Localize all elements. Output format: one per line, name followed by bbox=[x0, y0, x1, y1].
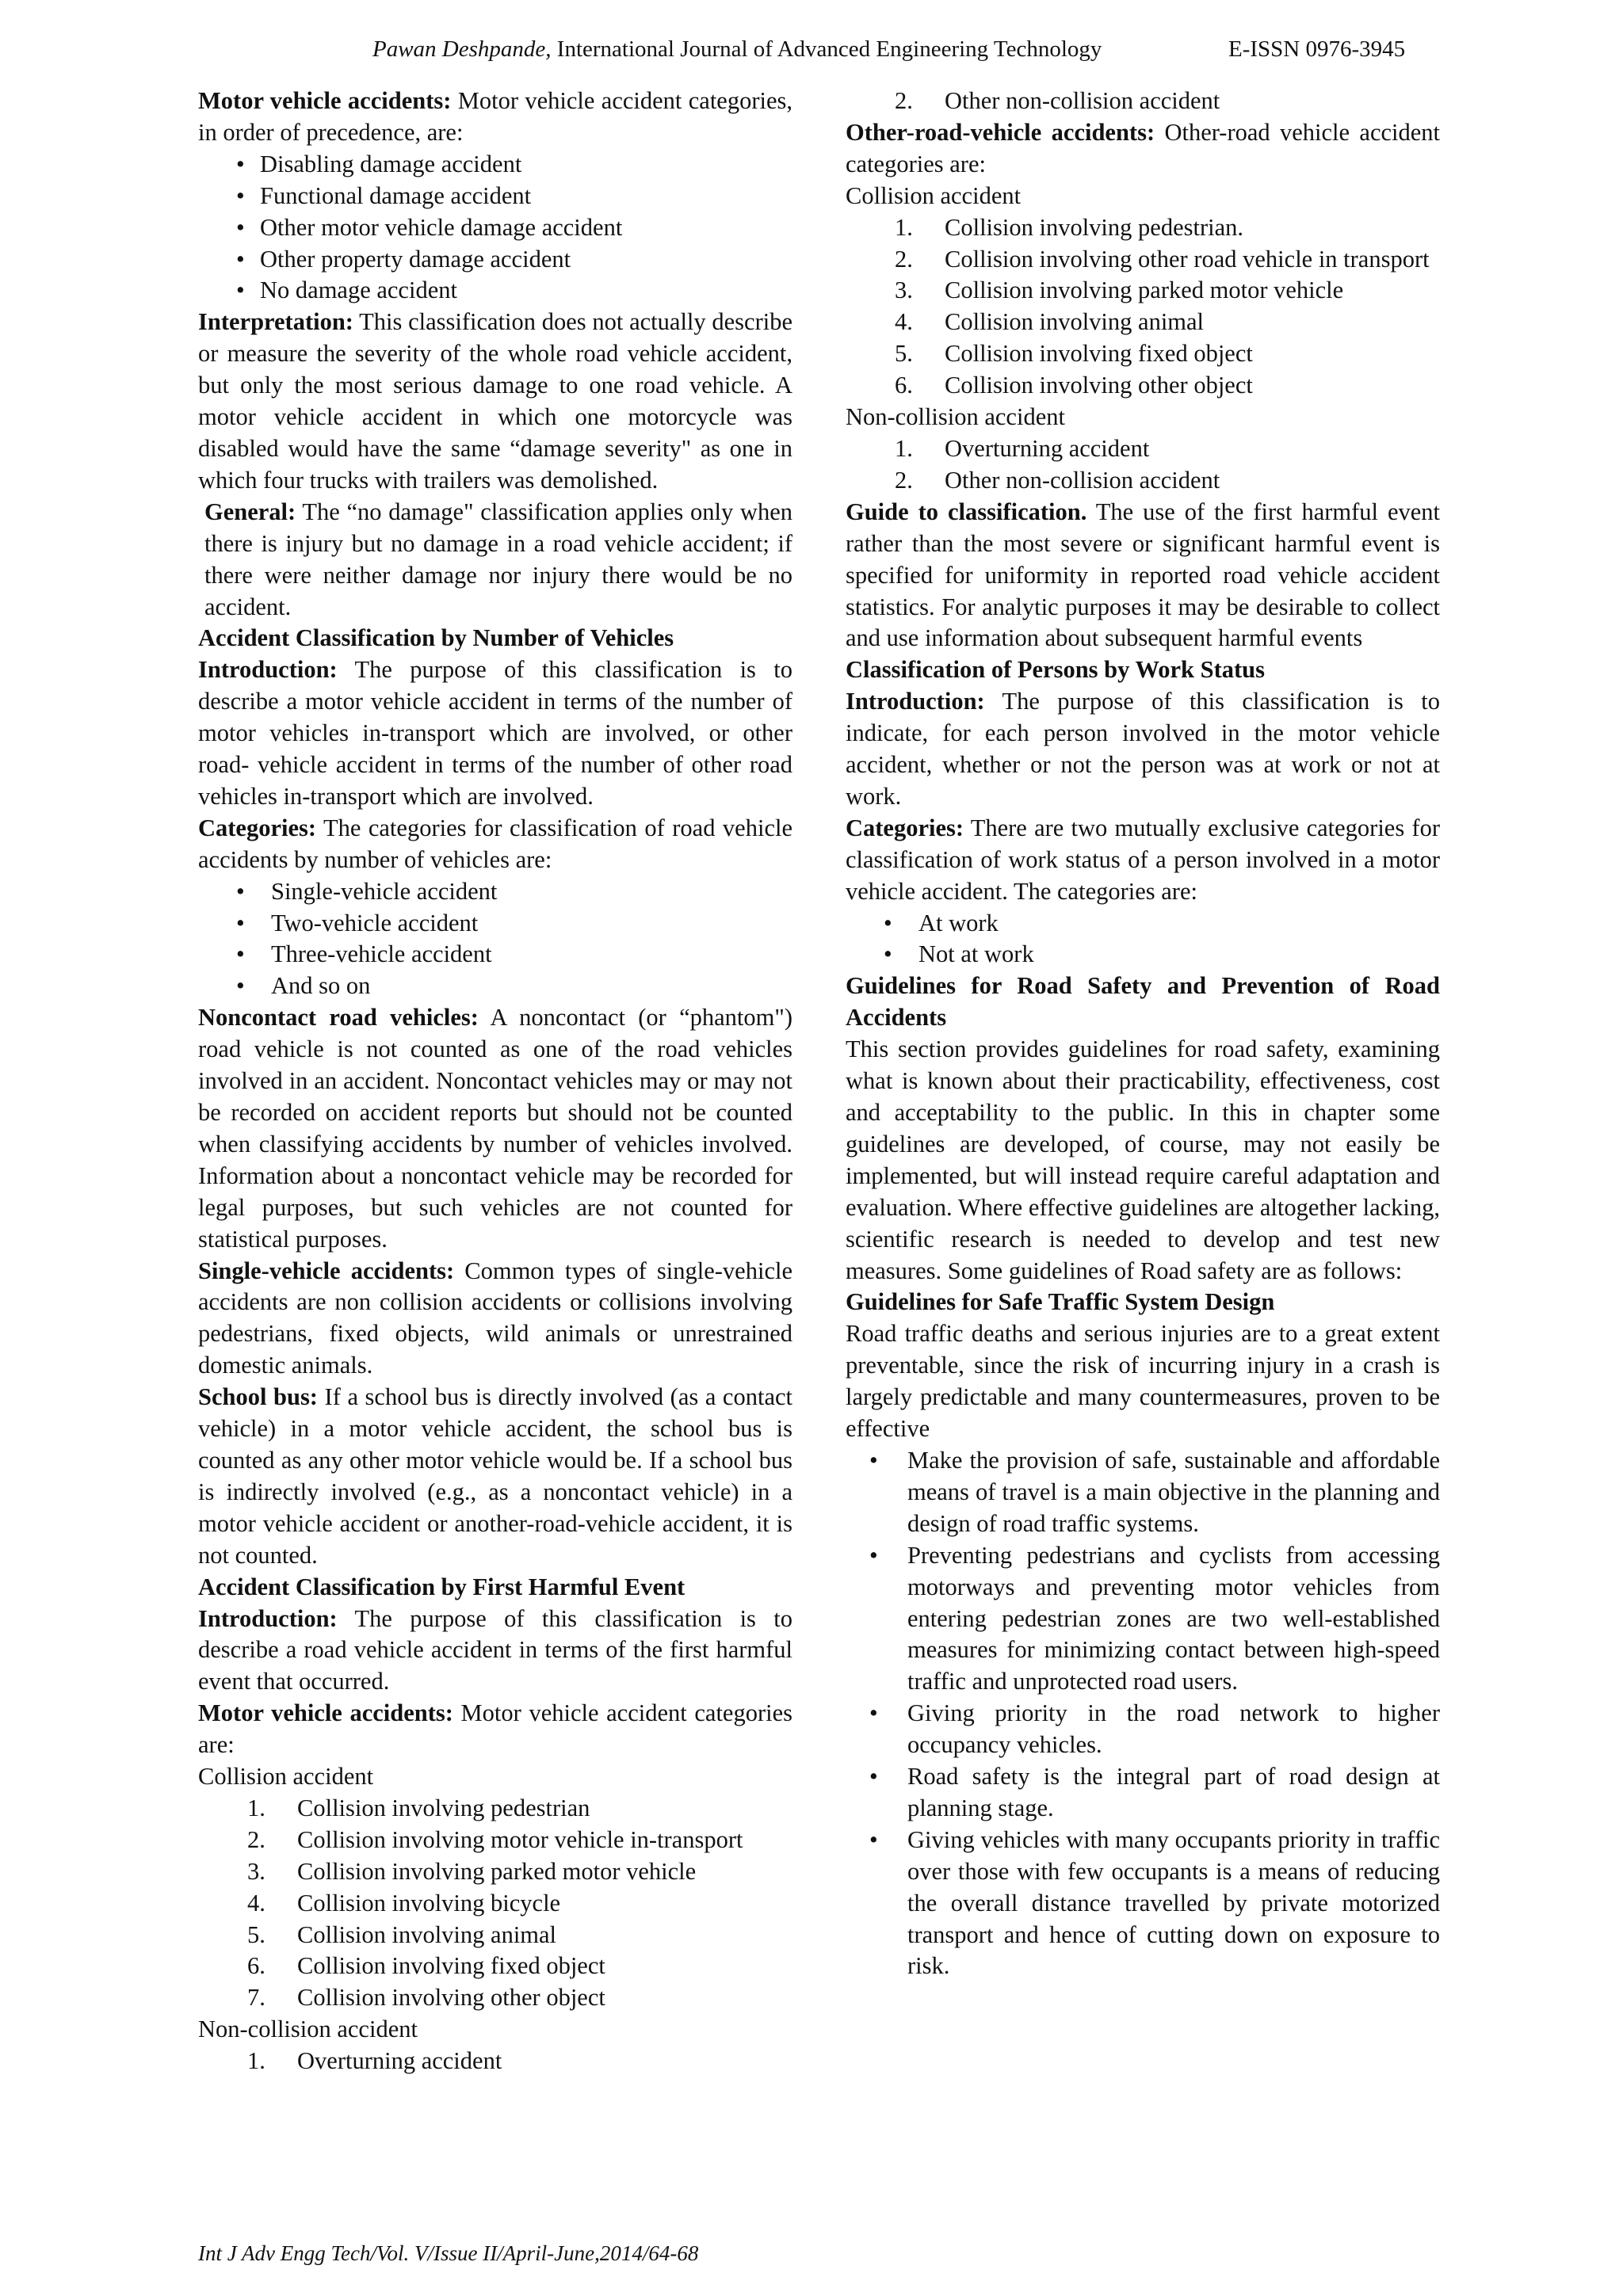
paragraph-guidelines: This section provides guidelines for road safety, examining what is known about their practicability, effectiveness, cost and acceptability to the public. In this in chapter some guidelines are developed, of course, may not easily be implemented, but will instead require careful adaptation and evaluation. Where effective guidelines are altogether lacking, scientific research is needed to develop and test new measures. Some guidelines of Road safety are as follows: bbox=[846, 1035, 1440, 1284]
item-text: Collision involving animal bbox=[945, 308, 1205, 336]
paragraph-text: The “no damage" classification applies only when there is injury but no damage in a road vehicle accident; if there were neither damage nor injury there would be no accident. bbox=[204, 498, 792, 620]
paragraph-text: The purpose of this classification is to describe a motor vehicle accident in terms of the number of motor vehicles in-transport which are involved, or other road- vehicle accident in terms of the number of other road vehicles in-transport which are involved. bbox=[198, 656, 792, 810]
left-column bbox=[198, 86, 792, 2077]
run-in-heading: Introduction: bbox=[198, 656, 338, 684]
paragraph-text: This classification does not actually describe or measure the severity of the whole road vehicle accident, but only the most serious damage to one road vehicle. A motor vehicle accident in which one motorcycle was disabled would have the same “damage severity" as one in which four trucks with trailers was demolished. bbox=[198, 308, 792, 494]
run-in-heading: General: bbox=[204, 498, 296, 525]
section-heading bbox=[846, 654, 1440, 686]
paragraph-text: The purpose of this classification is to describe a road vehicle accident in terms of the first harmful event that occurred. bbox=[198, 1604, 792, 1695]
list-label: Non-collision accident bbox=[198, 2016, 418, 2043]
noncollision-list-continued bbox=[846, 86, 1440, 117]
bullet-item: • Road safety is the integral part of road design at planning stage. bbox=[846, 1761, 1440, 1825]
item-number: 4. bbox=[895, 308, 913, 336]
numbered-item bbox=[846, 307, 1440, 338]
paragraph-text: A noncontact (or “phantom") road vehicle is not counted as one of the road vehicles involved in an accident. Noncontact vehicles may or may not be recorded on accident reports but should not be counted when classifying accidents by number of vehicles involved. Information about a noncontact vehicle may be recorded for legal purposes, but such vehicles are not counted for statistical purposes. bbox=[198, 1004, 792, 1253]
running-footer: Int J Adv Engg Tech/Vol. V/Issue II/April-June,2014/64-68 bbox=[198, 2241, 699, 2265]
bullet-item: • Disabling damage accident bbox=[198, 149, 792, 181]
numbered-item bbox=[198, 1856, 792, 1888]
numbered-item bbox=[846, 338, 1440, 370]
item-text: Overturning accident bbox=[945, 434, 1150, 462]
item-number: 5. bbox=[895, 340, 913, 368]
paragraph-introduction bbox=[198, 1604, 792, 1699]
bullet-item: • Three-vehicle accident bbox=[198, 939, 792, 971]
section-title: Accident Classification by Number of Vehicles bbox=[198, 624, 674, 652]
run-in-heading: Interpretation: bbox=[198, 308, 353, 336]
numbered-item bbox=[198, 1982, 792, 2014]
section-title: Classification of Persons by Work Status bbox=[846, 656, 1265, 684]
paragraph-categories bbox=[198, 813, 792, 876]
item-number: 1. bbox=[895, 213, 913, 241]
paragraph-text: The purpose of this classification is to indicate, for each person involved in the motor vehicle accident, whether or not the person was at work or not at work. bbox=[846, 688, 1440, 810]
section-title: Guidelines for Road Safety and Prevention of Road Accidents bbox=[846, 972, 1440, 1032]
run-in-heading: Other-road-vehicle accidents: bbox=[846, 118, 1155, 146]
run-in-heading: Categories: bbox=[846, 814, 964, 841]
section-title: Accident Classification by First Harmful Event bbox=[198, 1573, 685, 1600]
paragraph-safe-traffic: Road traffic deaths and serious injuries are to a great extent preventable, since the risk of incurring injury in a crash is largely predictable and many countermeasures, proven to be effective bbox=[846, 1320, 1440, 1443]
noncollision-list bbox=[846, 433, 1440, 497]
item-number: 2. bbox=[895, 245, 913, 273]
numbered-item bbox=[198, 1793, 792, 1825]
item-number: 2. bbox=[895, 87, 913, 114]
bullet-item: • Two-vehicle accident bbox=[198, 908, 792, 940]
paragraph-single-vehicle bbox=[198, 1256, 792, 1383]
numbered-item bbox=[198, 1888, 792, 1920]
list-label: Collision accident bbox=[846, 181, 1022, 209]
bullet-item: • Make the provision of safe, sustainable and affordable means of travel is a main objective in the planning and design of road traffic systems. bbox=[846, 1445, 1440, 1540]
bullet-item: • Not at work bbox=[846, 939, 1440, 971]
bullet-item: • Single-vehicle accident bbox=[198, 876, 792, 908]
numbered-item bbox=[198, 1951, 792, 1982]
bullet-item: • Preventing pedestrians and cyclists from accessing motorways and preventing motor vehicles from entering pedestrian zones are two well-established measures for minimizing contact between high-speed traffic and unprotected road users. bbox=[846, 1540, 1440, 1699]
bullet-item: • Functional damage accident bbox=[198, 181, 792, 212]
item-number: 1. bbox=[895, 434, 913, 462]
item-number: 3. bbox=[247, 1857, 265, 1885]
item-number: 3. bbox=[895, 277, 913, 304]
run-in-heading: Categories: bbox=[198, 814, 317, 841]
item-number: 4. bbox=[247, 1889, 265, 1917]
item-text: Collision involving fixed object bbox=[945, 340, 1253, 368]
numbered-item bbox=[198, 1920, 792, 1951]
numbered-item bbox=[846, 86, 1440, 117]
paragraph-text: Motor vehicle accident categories, in order of precedence, are: bbox=[198, 87, 793, 146]
list-label: Non-collision accident bbox=[846, 403, 1065, 431]
item-text: Other non-collision accident bbox=[945, 87, 1220, 114]
section-heading bbox=[198, 1572, 792, 1604]
bullet-item: • Other motor vehicle damage accident bbox=[198, 212, 792, 244]
section-heading bbox=[198, 623, 792, 654]
running-header bbox=[372, 33, 1426, 65]
run-in-heading: Introduction: bbox=[198, 1604, 338, 1632]
item-text: Overturning accident bbox=[297, 2047, 502, 2075]
damage-category-list bbox=[198, 149, 792, 307]
bullet-item: • No damage accident bbox=[198, 275, 792, 307]
noncollision-list bbox=[198, 2046, 792, 2077]
run-in-heading: Introduction: bbox=[846, 688, 985, 715]
numbered-item bbox=[846, 275, 1440, 307]
run-in-heading: Motor vehicle accidents: bbox=[198, 87, 452, 114]
item-text: Collision involving motor vehicle in-transport bbox=[297, 1825, 743, 1853]
work-status-list bbox=[846, 908, 1440, 971]
paragraph-introduction bbox=[198, 654, 792, 813]
paragraph-school-bus bbox=[198, 1382, 792, 1571]
item-number: 6. bbox=[895, 372, 913, 399]
paragraph-general bbox=[198, 497, 792, 624]
header-issn: E-ISSN 0976-3945 bbox=[1228, 36, 1406, 62]
item-number: 2. bbox=[895, 466, 913, 494]
numbered-item bbox=[846, 212, 1440, 244]
run-in-heading: Single-vehicle accidents: bbox=[198, 1257, 455, 1284]
header-journal: International Journal of Advanced Engineering Technology bbox=[551, 36, 1102, 62]
section-title: Guidelines for Safe Traffic System Design bbox=[846, 1288, 1275, 1316]
paragraph-other-road-vehicle bbox=[846, 117, 1440, 181]
item-text: Collision involving pedestrian bbox=[297, 1794, 590, 1821]
collision-list bbox=[198, 1793, 792, 2014]
bullet-item: • Other property damage accident bbox=[198, 244, 792, 276]
paragraph-categories bbox=[846, 813, 1440, 908]
numbered-item bbox=[846, 433, 1440, 465]
item-number: 6. bbox=[247, 1952, 265, 1980]
paragraph-text: Common types of single-vehicle accidents are non collision accidents or collisions involving pedestrians, fixed objects, wild animals or unrestrained domestic animals. bbox=[198, 1257, 792, 1379]
numbered-item bbox=[846, 465, 1440, 497]
numbered-item bbox=[198, 2046, 792, 2077]
item-text: Collision involving fixed object bbox=[297, 1952, 605, 1980]
bullet-item: • Giving vehicles with many occupants priority in traffic over those with few occupants is a means of reducing the overall distance travelled by private motorized transport and hence of cutting down on exposure to risk. bbox=[846, 1825, 1440, 1983]
item-number: 2. bbox=[247, 1825, 265, 1853]
paragraph-text: There are two mutually exclusive categories for classification of work status of a person involved in a motor vehicle accident. The categories are: bbox=[846, 814, 1440, 905]
section-heading bbox=[846, 971, 1440, 1034]
item-number: 1. bbox=[247, 1794, 265, 1821]
paragraph-text: If a school bus is directly involved (as a contact vehicle) in a motor vehicle accident, the school bus is counted as any other motor vehicle would be. If a school bus is indirectly involved (e.g., as a noncontact vehicle) in a motor vehicle accident or another-road-vehicle accident, it is not counted. bbox=[198, 1383, 792, 1569]
bullet-item: • At work bbox=[846, 908, 1440, 940]
paragraph-noncontact bbox=[198, 1002, 792, 1255]
paragraph-motor-vehicle-accidents bbox=[198, 86, 792, 149]
item-text: Collision involving other object bbox=[945, 372, 1253, 399]
numbered-item bbox=[846, 370, 1440, 402]
paragraph-text: Motor vehicle accident categories are: bbox=[198, 1699, 792, 1759]
item-number: 5. bbox=[247, 1920, 265, 1948]
paragraph-text: The use of the first harmful event rather than the most severe or significant harmful event is specified for uniformity in reported road vehicle accident statistics. For analytic purposes it may be desirable to collect and use information about subsequent harmful events bbox=[846, 498, 1440, 652]
run-in-heading: School bus: bbox=[198, 1383, 318, 1411]
item-text: Collision involving animal bbox=[297, 1920, 557, 1948]
item-text: Collision involving bicycle bbox=[297, 1889, 561, 1917]
item-text: Collision involving parked motor vehicle bbox=[945, 277, 1344, 304]
collision-list bbox=[846, 212, 1440, 402]
run-in-heading: Guide to classification. bbox=[846, 498, 1087, 525]
item-text: Collision involving other road vehicle in transport bbox=[945, 245, 1430, 273]
paragraph-motor-vehicle-accidents bbox=[198, 1698, 792, 1761]
right-column bbox=[846, 86, 1440, 1982]
bullet-item: • Giving priority in the road network to higher occupancy vehicles. bbox=[846, 1698, 1440, 1761]
section-heading bbox=[846, 1287, 1440, 1318]
run-in-heading: Noncontact road vehicles: bbox=[198, 1004, 479, 1032]
paragraph-text: The categories for classification of road vehicle accidents by number of vehicles are: bbox=[198, 814, 792, 873]
item-number: 1. bbox=[247, 2047, 265, 2075]
paragraph-text: Other-road vehicle accident categories are: bbox=[846, 118, 1441, 177]
item-text: Collision involving pedestrian. bbox=[945, 213, 1243, 241]
paragraph-introduction bbox=[846, 686, 1440, 813]
header-author: Pawan Deshpande, bbox=[372, 36, 552, 62]
item-text: Collision involving other object bbox=[297, 1984, 605, 2012]
item-number: 7. bbox=[247, 1984, 265, 2012]
bullet-item: • And so on bbox=[198, 971, 792, 1002]
vehicle-count-list bbox=[198, 876, 792, 1003]
numbered-item bbox=[846, 244, 1440, 276]
item-text: Collision involving parked motor vehicle bbox=[297, 1857, 697, 1885]
item-text: Other non-collision accident bbox=[945, 466, 1220, 494]
numbered-item bbox=[198, 1825, 792, 1856]
paragraph-guide bbox=[846, 497, 1440, 655]
paragraph-interpretation bbox=[198, 307, 792, 496]
run-in-heading: Motor vehicle accidents: bbox=[198, 1699, 453, 1727]
design-guideline-list bbox=[846, 1445, 1440, 1982]
list-label: Collision accident bbox=[198, 1763, 374, 1791]
